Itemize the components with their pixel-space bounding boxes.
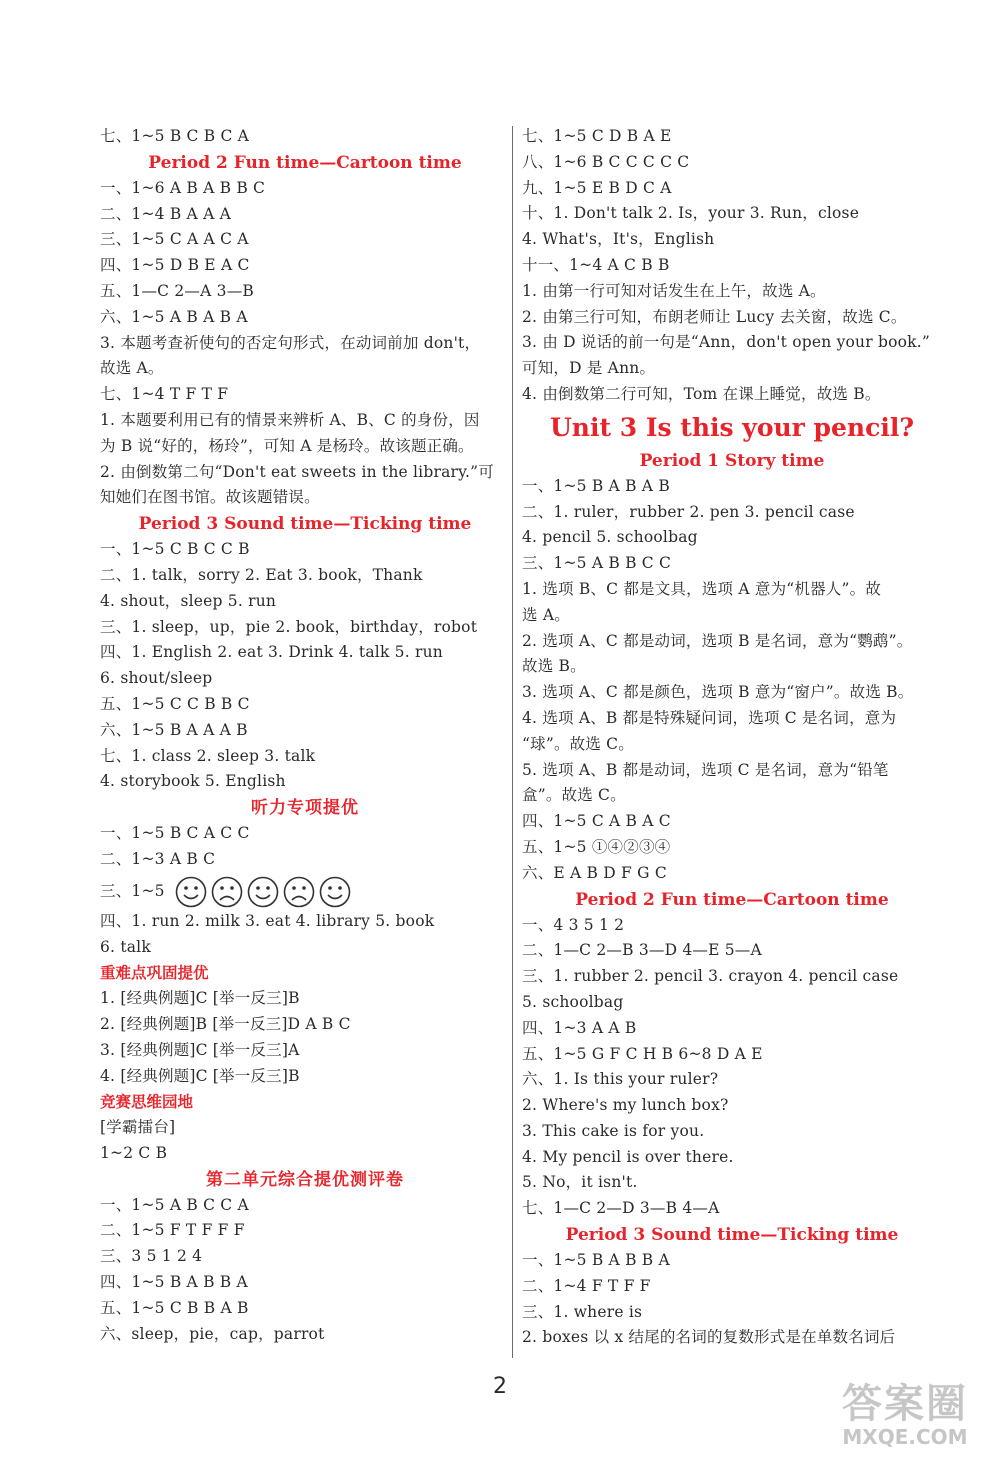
answer-line: “球”。故选 C。 [522, 734, 634, 753]
answer-line: 三、1~5 A B B C C [522, 554, 672, 573]
answer-line: 4. 选项 A、B 都是特殊疑问词，选项 C 是名词，意为 [522, 708, 897, 727]
answer-line: 4. storybook 5. English [100, 772, 286, 791]
answer-line: 四、1~3 A A B [522, 1018, 637, 1037]
answer-line: 二、1~4 F T F F [522, 1276, 651, 1295]
answer-line: 2. Where's my lunch box? [522, 1096, 729, 1115]
right-column [522, 124, 942, 1351]
answer-line: 1. 由第一行可知对话发生在上午，故选 A。 [522, 281, 826, 300]
sad-face-icon [211, 876, 243, 908]
answer-line: 四、1~5 D B E A C [100, 256, 250, 275]
answer-line: 六、1~5 A B A B A [100, 307, 248, 326]
answer-line: 五、1~5 C B B A B [100, 1298, 249, 1317]
page-number: 2 [493, 1374, 507, 1399]
answer-line: 六、E A B D F G C [522, 863, 667, 882]
answer-line: 一、1~5 B A B A B [522, 476, 670, 495]
answer-line: 十、1. Don't talk 2. Is，your 3. Run，close [522, 204, 860, 223]
answer-line: 六、1. Is this your ruler? [522, 1070, 719, 1089]
answer-line: 5. No，it isn't. [522, 1173, 638, 1192]
answer-line: 知她们在图书馆。故该题错误。 [100, 488, 320, 507]
answer-line: 3. This cake is for you. [522, 1121, 705, 1140]
answer-line: 5. schoolbag [522, 992, 624, 1011]
answer-line: 六、sleep，pie，cap，parrot [100, 1324, 325, 1343]
answer-line: 七、1~5 B C B C A [100, 127, 250, 145]
face-icons [175, 876, 351, 908]
answer-line: 三、1. where is [522, 1302, 643, 1321]
answer-line: 2. 选项 A、C 都是动词，选项 B 是名词，意为“鹦鹉”。 [522, 631, 913, 650]
answer-line: 盒”。故选 C。 [522, 786, 626, 805]
section-heading: Period 3 Sound time—Ticking time [565, 1225, 899, 1246]
column-divider [512, 126, 513, 1358]
answer-line: 五、1~5 C C B B C [100, 694, 250, 713]
answer-line: 三、1. rubber 2. pencil 3. crayon 4. pencil case [522, 967, 899, 986]
answer-line: 五、1~5 ①④②③④ [522, 837, 671, 856]
smiling-face-icon [319, 876, 351, 908]
answer-line: 4. [经典例题]C [举一反三]B [100, 1066, 300, 1085]
answer-line: 一、1~5 B A B B A [522, 1251, 670, 1270]
watermark [830, 1382, 980, 1448]
answer-line: 七、1~5 C D B A E [522, 127, 672, 145]
answer-line: 4. pencil 5. schoolbag [522, 528, 698, 547]
answer-line: 1~2 C B [100, 1143, 168, 1162]
left-column [100, 124, 510, 1347]
answer-line: 5. 选项 A、B 都是动词，选项 C 是名词，意为“铅笔 [522, 760, 889, 779]
section-heading: Period 2 Fun time—Cartoon time [148, 152, 462, 173]
answer-line: 一、1~5 C B C C B [100, 540, 250, 559]
answer-line: 四、1~5 B A B B A [100, 1273, 248, 1292]
answer-line: 六、1~5 B A A A B [100, 720, 248, 739]
answer-line: 二、1~5 F T F F F [100, 1221, 245, 1240]
answer-line: 1. 选项 B、C 都是文具，选项 A 意为“机器人”。故 [522, 579, 882, 598]
section-heading: Period 1 Story time [639, 450, 825, 471]
answer-line: 为 B 说“好的，杨玲”，可知 A 是杨玲。故该题正确。 [100, 436, 474, 455]
answer-line: 可知，D 是 Ann。 [522, 359, 656, 378]
answer-line: 2. 由倒数第二句“Don't eat sweets in the library.”可 [100, 462, 494, 481]
answer-line: 3. [经典例题]C [举一反三]A [100, 1040, 300, 1059]
answer-label: 三、1~5 [100, 881, 165, 900]
smiling-face-icon [175, 876, 207, 908]
answer-line: 3. 选项 A、C 都是颜色，选项 B 意为“窗户”。故选 B。 [522, 683, 914, 702]
answer-line: 4. 由倒数第二行可知，Tom 在课上睡觉，故选 B。 [522, 384, 881, 403]
answer-line: 2. boxes 以 x 结尾的名词的复数形式是在单数名词后 [522, 1328, 896, 1347]
answer-line: 4. What's，It's，English [522, 230, 715, 249]
answer-line: 九、1~5 E B D C A [522, 178, 672, 197]
answer-line: 七、1—C 2—D 3—B 4—A [522, 1199, 720, 1218]
section-heading: Period 2 Fun time—Cartoon time [575, 889, 889, 910]
answer-line: 五、1—C 2—A 3—B [100, 281, 254, 300]
answer-line: 二、1—C 2—B 3—D 4—E 5—A [522, 941, 762, 960]
answer-line: 1. 本题要利用已有的情景来辨析 A、B、C 的身份，因 [100, 410, 480, 429]
answer-line: 故选 A。 [100, 359, 164, 378]
answer-line-faces [100, 873, 510, 909]
answer-line: 五、1~5 G F C H B 6~8 D A E [522, 1044, 763, 1063]
answer-line: 四、1~5 C A B A C [522, 812, 671, 831]
answer-line: 八、1~6 B C C C C C [522, 152, 690, 171]
answer-line: 6. talk [100, 937, 151, 956]
answer-line: 二、1. talk，sorry 2. Eat 3. book，Thank [100, 565, 423, 584]
sad-face-icon [283, 876, 315, 908]
answer-line: 2. 由第三行可知，布朗老师让 Lucy 去关窗，故选 C。 [522, 307, 907, 326]
answer-line: 一、1~5 B C A C C [100, 824, 250, 843]
section-heading: 听力专项提优 [251, 798, 359, 819]
answer-line: 3. 本题考查祈使句的否定句形式，在动词前加 don't， [100, 333, 481, 352]
answer-line: 七、1~4 T F T F [100, 385, 229, 404]
answer-line: 故选 B。 [522, 657, 586, 676]
answer-line: 一、1~5 A B C C A [100, 1195, 249, 1214]
watermark-logo: 答案圈 [842, 1381, 968, 1427]
answer-line: 6. shout/sleep [100, 669, 213, 688]
section-heading: 第二单元综合提优测评卷 [206, 1169, 404, 1190]
watermark-url: MXQE.COM [842, 1425, 968, 1449]
answer-line: 选 A。 [522, 605, 570, 624]
answer-line: 一、4 3 5 1 2 [522, 915, 625, 934]
answer-line: [学霸擂台] [100, 1118, 176, 1137]
answer-line: 一、1~6 A B A B B C [100, 178, 266, 197]
smiling-face-icon [247, 876, 279, 908]
answer-line: 三、1~5 C A A C A [100, 230, 249, 249]
answer-line: 4. My pencil is over there. [522, 1147, 734, 1166]
answer-line: 四、1. run 2. milk 3. eat 4. library 5. book [100, 911, 435, 930]
answer-line: 三、3 5 1 2 4 [100, 1247, 203, 1266]
answer-line: 2. [经典例题]B [举一反三]D A B C [100, 1014, 351, 1033]
answer-line: 三、1. sleep，up，pie 2. book，birthday，robot [100, 617, 478, 636]
answer-line: 四、1. English 2. eat 3. Drink 4. talk 5. run [100, 643, 443, 662]
answer-line: 3. 由 D 说话的前一句是“Ann，don't open your book.” [522, 333, 931, 352]
answer-line: 二、1. ruler，rubber 2. pen 3. pencil case [522, 502, 855, 521]
answer-line: 十一、1~4 A C B B [522, 255, 670, 274]
section-heading: Period 3 Sound time—Ticking time [138, 514, 472, 535]
unit-heading: Unit 3 Is this your pencil? [550, 412, 914, 442]
answer-line: 1. [经典例题]C [举一反三]B [100, 989, 300, 1008]
sub-heading: 竞赛思维园地 [100, 1092, 194, 1112]
answer-line: 二、1~4 B A A A [100, 204, 231, 223]
answer-line: 七、1. class 2. sleep 3. talk [100, 746, 316, 765]
sub-heading: 重难点巩固提优 [100, 963, 209, 983]
answer-line: 二、1~3 A B C [100, 849, 216, 868]
answer-line: 4. shout，sleep 5. run [100, 591, 277, 610]
